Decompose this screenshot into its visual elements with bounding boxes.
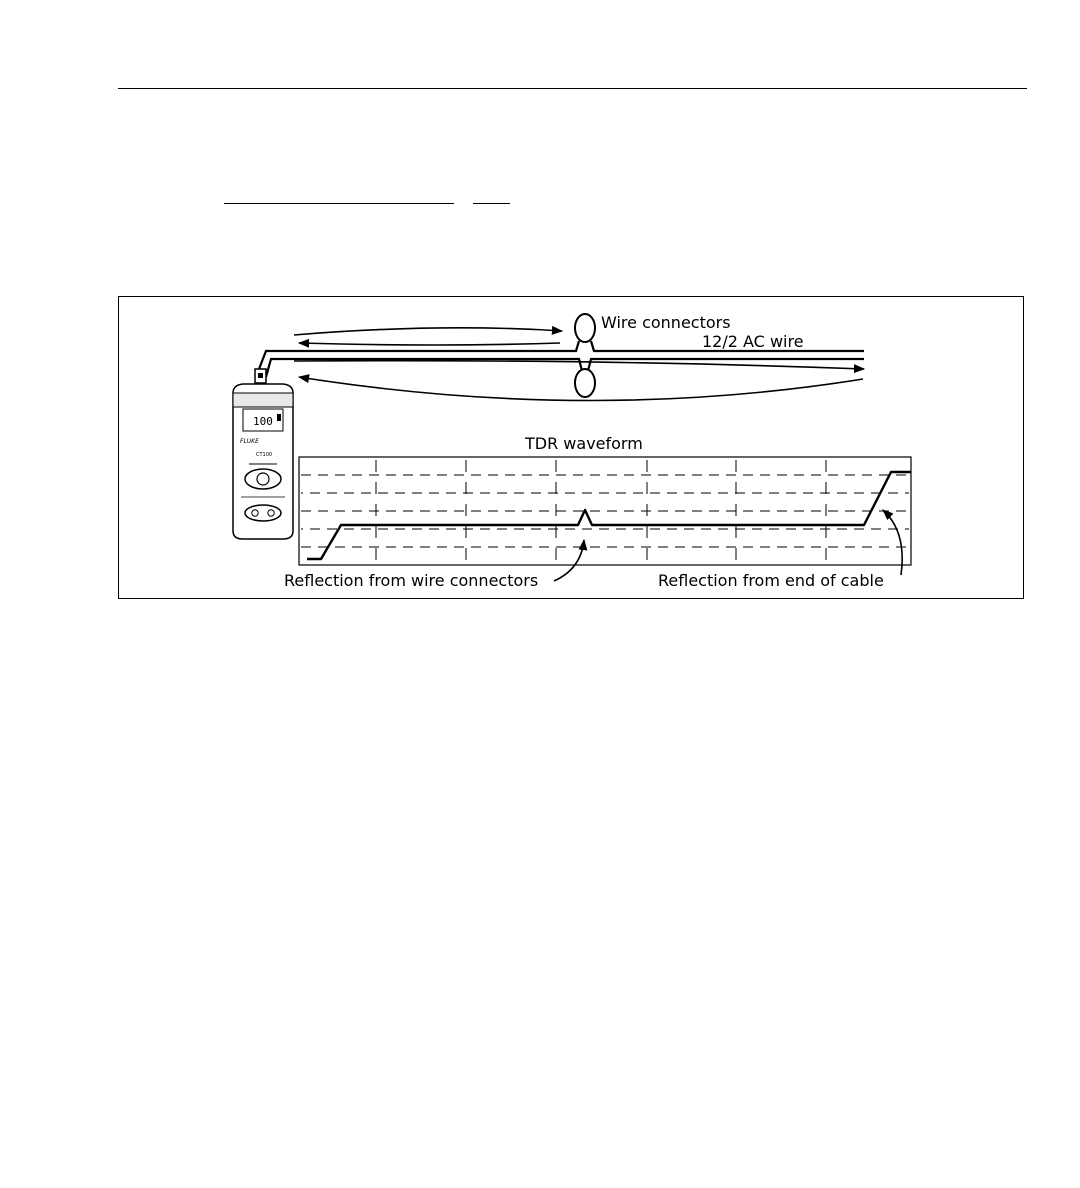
redacted-link-underline [224, 203, 454, 204]
wire-connector-top [575, 314, 595, 342]
device-brand: FLUKE [240, 438, 259, 445]
redacted-link-underline-2 [473, 203, 510, 204]
reflection-end-label: Reflection from end of cable [658, 571, 884, 590]
tdr-waveform-title: TDR waveform [525, 434, 643, 453]
header-rule [118, 88, 1027, 89]
wire-connector-bottom [575, 369, 595, 397]
cable-tester-device [233, 369, 293, 539]
tdr-figure [118, 296, 1024, 599]
reflection-connectors-label: Reflection from wire connectors [284, 571, 539, 590]
device-display: 100 [253, 415, 273, 428]
device-model: CT100 [256, 452, 273, 458]
ac-wire-label: 12/2 AC wire [702, 332, 804, 351]
wire-connectors-label: Wire connectors [601, 313, 731, 332]
